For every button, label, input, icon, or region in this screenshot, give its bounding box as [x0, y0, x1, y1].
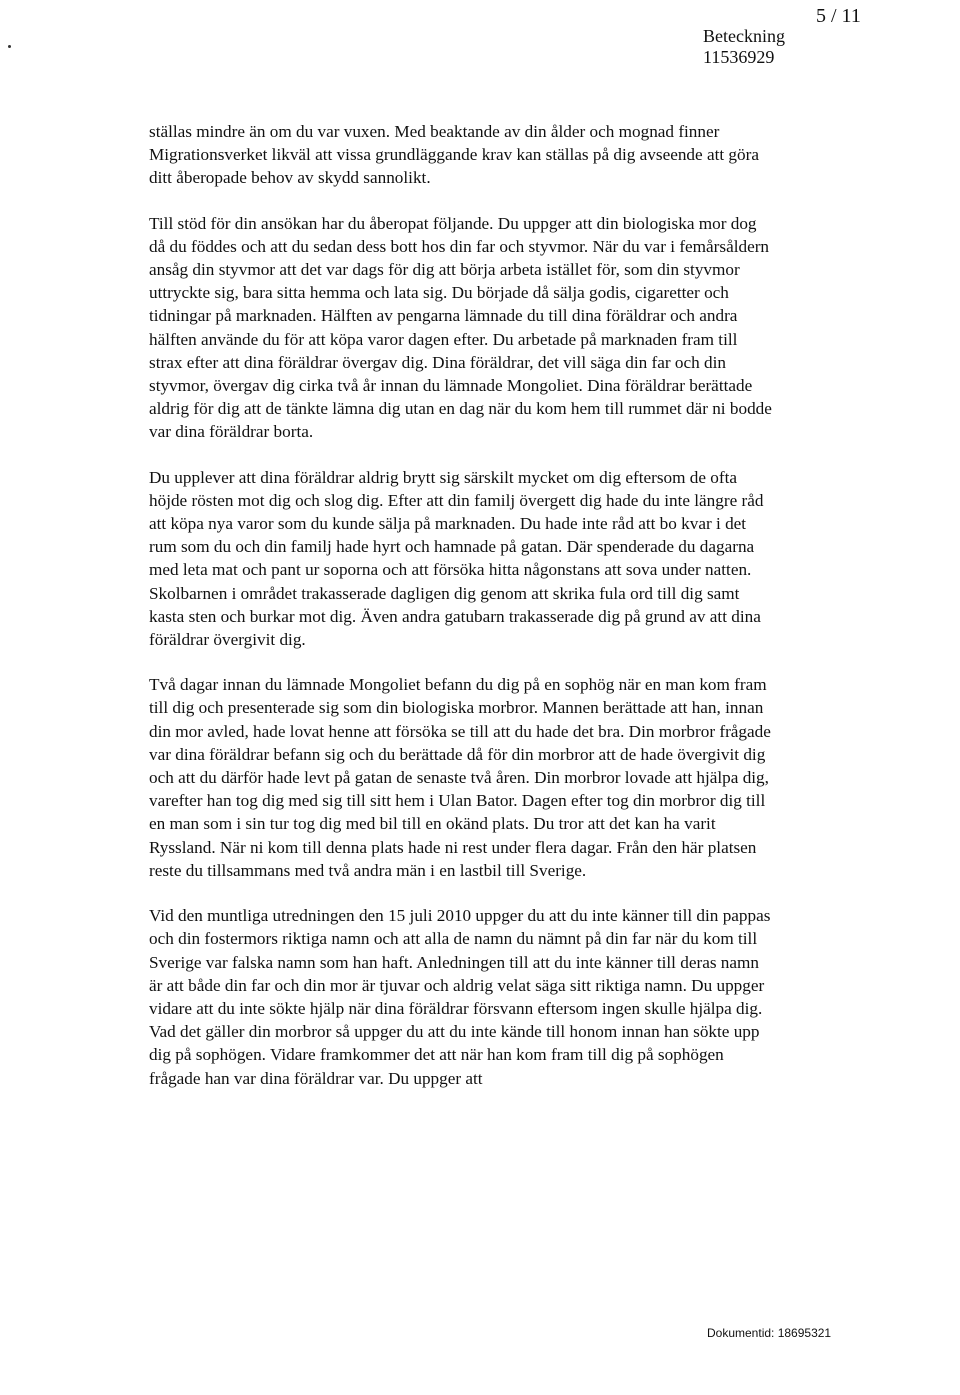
page-number: 5 / 11: [816, 5, 861, 27]
paragraph-4: Två dagar innan du lämnade Mongoliet befann du dig på en sophög när en man kom fram till dig och presenterade sig som din biologiska morbror. Mannen berättade att han, innan din mor avled, hade lovat henne att försöka se till att du hade det bra. Din morbror frågade var dina föräldrar befann sig och du berättade då för din morbror att de hade övergivit dig och att du därför hade levt på gatan de senaste två åren. Din morbror lovade att hjälpa dig, varefter han tog dig med sig till sitt hem i Ulan Bator. Dagen efter tog din morbror dig till en man som i sin tur tog dig med bil till en okänd plats. Du tror att det kan ha varit Ryssland. När ni kom till denna plats hade ni rest under flera dagar. Från den här platsen reste du tillsammans med två andra män i en lastbil till Sverige.: [149, 675, 771, 880]
paragraph-3: Du upplever att dina föräldrar aldrig brytt sig särskilt mycket om dig eftersom de ofta höjde rösten mot dig och slog dig. Efter att din familj övergett dig hade du inte längre råd att köpa nya varor som du kunde sälja på marknaden. Du hade inte råd att bo kvar i det rum som du och din familj hade hyrt och hamnade på gatan. Där spenderade du dagarna med leta mat och pant ur soporna och att försöka hitta någonstans att sova under natten. Skolbarnen i området trakasserade dagligen dig genom att skrika fula ord till dig samt kasta sten och burkar mot dig. Även andra gatubarn trakasserade dig på grund av att dina föräldrar övergivit dig.: [149, 467, 764, 650]
header-reference-block: [703, 26, 785, 68]
document-body: [149, 120, 774, 1112]
paragraph-5: Vid den muntliga utredningen den 15 juli 2010 uppger du att du inte känner till din pappas och din fostermors riktiga namn och att alla de namn du nämnt på din far när du kom till Sverige var falska namn som han haft. Anledningen till att du inte känner till deras namn är att både din far och din mor är tjuvar och aldrig velat säga sitt riktiga namn. Du uppger vidare att du inte sökte hjälp när dina föräldrar försvann eftersom ingen skulle hjälpa dig. Vad det gäller din morbror så uppger du att du inte kände till honom innan han sökte upp dig på sophögen. Vidare framkommer det att när han kom fram till dig på sophögen frågade han var dina föräldrar var. Du uppger att: [149, 906, 771, 1088]
paragraph-2: Till stöd för din ansökan har du åberopat följande. Du uppger att din biologiska mor dog då du föddes och att du sedan dess bott hos din far och styvmor. När du var i femårsåldern ansåg din styvmor att det var dags för dig att börja arbeta istället för, som din styvmor uttryckte sig, bara sitta hemma och lata sig. Du började då sälja godis, cigaretter och tidningar på marknaden. Hälften av pengarna lämnade du till dina föräldrar och andra hälften använde du för att köpa varor dagen efter. Du arbetade på marknaden fram till strax efter att dina föräldrar övergav dig. Dina föräldrar, det vill säga din far och din styvmor, övergav dig cirka två år innan du lämnade Mongoliet. Dina föräldrar berättade aldrig för dig att de tänkte lämna dig utan en dag när du kom hem till rummet där ni bodde var dina föräldrar borta.: [149, 213, 772, 442]
paragraph-1: ställas mindre än om du var vuxen. Med beaktande av din ålder och mognad finner Migrationsverket likväl att vissa grundläggande krav kan ställas på dig avseende att göra ditt åberopade behov av skydd sannolikt.: [149, 122, 759, 188]
document-id-footer: Dokumentid: 18695321: [707, 1326, 832, 1340]
scan-speck: [8, 45, 11, 48]
reference-number: 11536929: [703, 47, 775, 67]
reference-label: Beteckning: [703, 26, 785, 46]
